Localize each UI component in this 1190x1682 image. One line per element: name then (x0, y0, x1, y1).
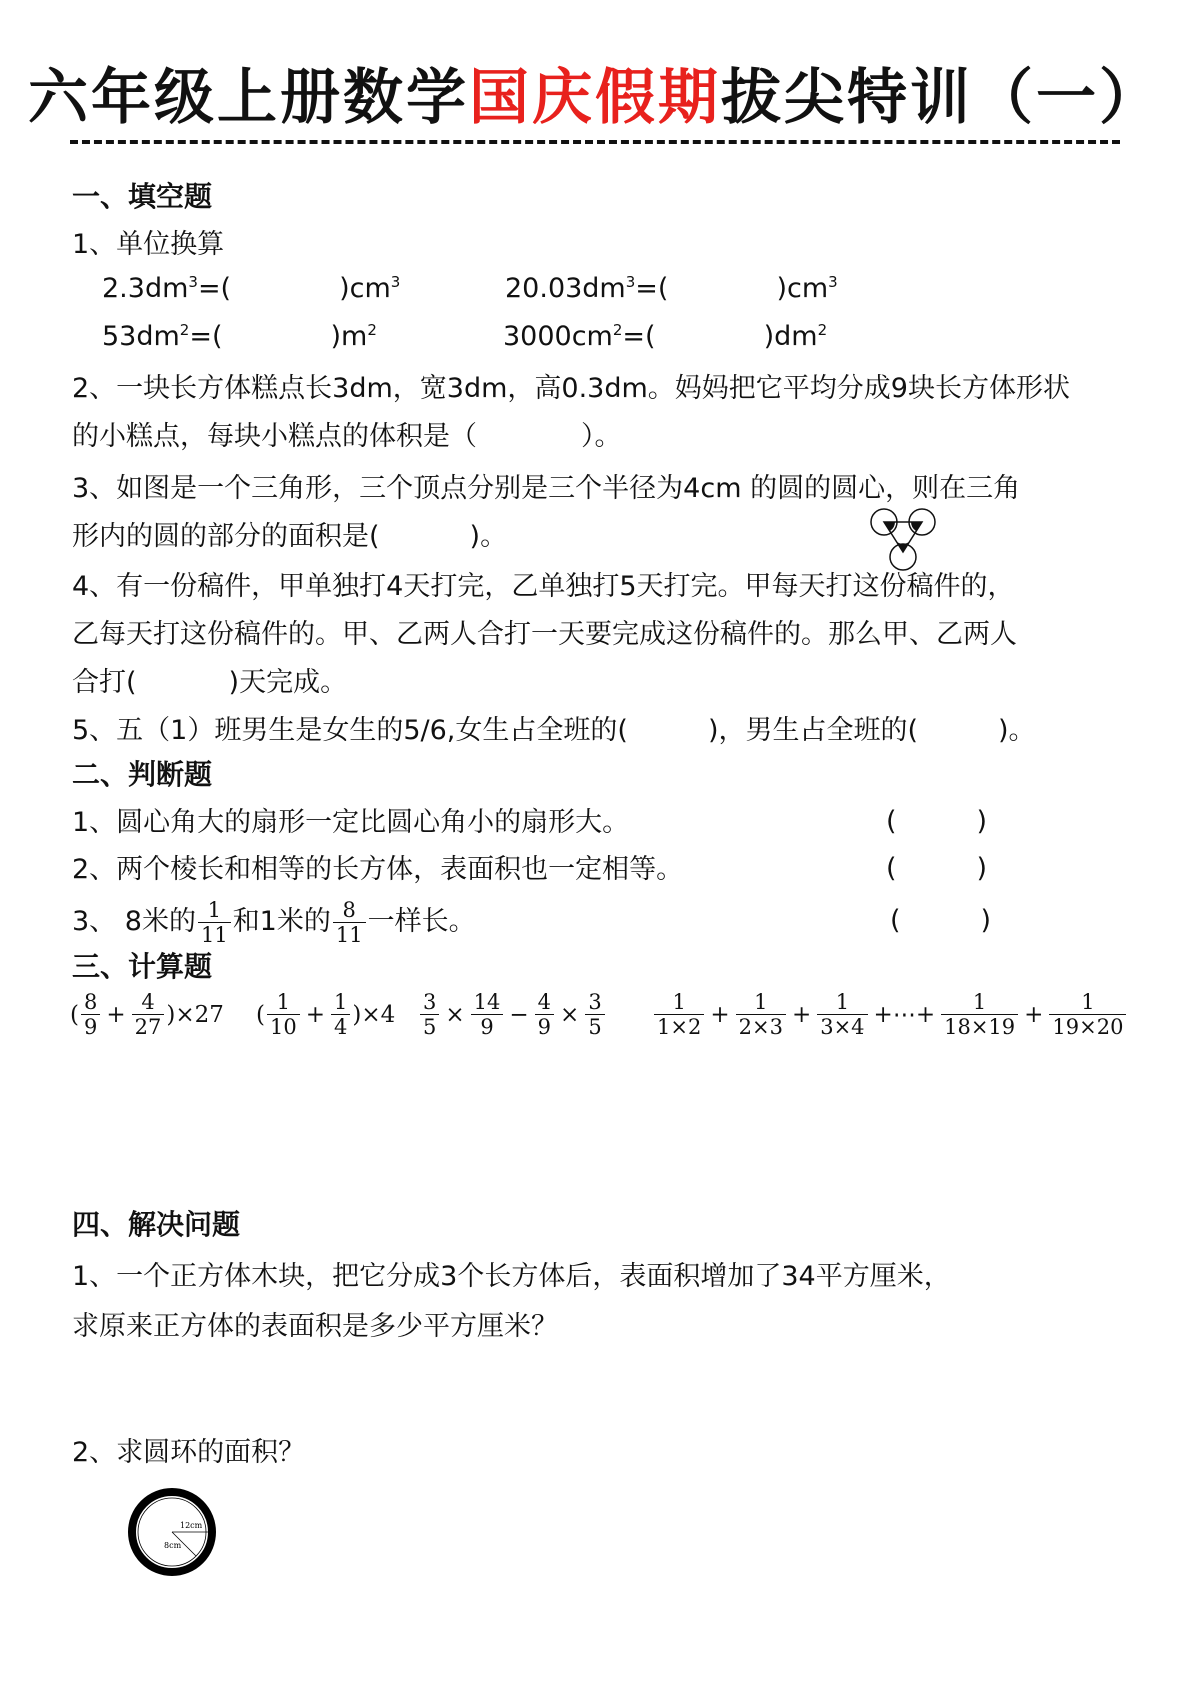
calc-expression-3: $\frac{3}{5}$ × $\frac{14}{9}$ − $\frac{4}{9}$ × $\frac{3}{5}$ (418, 990, 607, 1039)
section3-heading: 三、计算题 (72, 950, 213, 983)
s1-q2-line1: 2、一块长方体糕点长3dm，宽3dm，高0.3dm。妈妈把它平均分成9块长方体形状 (72, 373, 1070, 404)
three-circles-triangle-figure (866, 508, 942, 574)
section2-heading: 二、判断题 (72, 758, 213, 791)
calc-expression-1: ( $\frac{8}{9}$ + $\frac{4}{27}$ ) ×27 (70, 990, 224, 1039)
s1-q1-item-c: $53dm^2=$( )$m^2$ (102, 321, 377, 352)
title-part2: 拔尖特训（一） (721, 63, 1162, 133)
section1-heading: 一、填空题 (72, 180, 213, 213)
s4-q1-line1: 1、一个正方体木块，把它分成3个长方体后，表面积增加了34平方厘米， (72, 1261, 951, 1292)
s1-q1-item-b: $20.03dm^3=$( )$cm^3$ (505, 273, 838, 304)
s4-q1-line2: 求原来正方体的表面积是多少平方厘米？ (72, 1311, 558, 1342)
s1-q4-line3: 合打( )天完成。 (72, 667, 348, 698)
title-highlight: 国庆假期 (469, 63, 721, 133)
s2-q1-answer-paren: ( ) (886, 806, 988, 837)
s2-q3: 3、 8米的 $\frac{1}{11}$ 和1米的 $\frac{8}{11}$ 一样长。 (72, 898, 476, 947)
page-title (0, 50, 1190, 136)
dashed-divider (70, 140, 1120, 144)
s2-q2: 2、两个棱长和相等的长方体，表面积也一定相等。 (72, 854, 684, 885)
s1-q4-line2: 乙每天打这份稿件的。甲、乙两人合打一天要完成这份稿件的。那么甲、乙两人 (72, 619, 1017, 650)
s1-q1-item-a: $2.3dm^3=$( )$cm^3$ (102, 273, 401, 304)
ring-figure (124, 1484, 220, 1580)
s1-q2-line2: 的小糕点，每块小糕点的体积是（ ）。 (72, 421, 622, 452)
s2-q1: 1、圆心角大的扇形一定比圆心角小的扇形大。 (72, 807, 630, 838)
s1-q5: 5、五（1）班男生是女生的5/6,女生占全班的( )，男生占全班的( )。 (72, 715, 1036, 746)
fraction-1-11: $\frac{1}{11}$ (198, 898, 231, 947)
s4-q2: 2、求圆环的面积？ (72, 1437, 306, 1468)
ring-outer-radius-label: 12cm (180, 1521, 203, 1530)
fraction-8-11: $\frac{8}{11}$ (333, 898, 366, 947)
s1-q4-line1: 4、有一份稿件，甲单独打4天打完，乙单独打5天打完。甲每天打这份稿件的， (72, 571, 1015, 602)
s1-q1-item-d: $3000cm^2=$( )$dm^2$ (503, 321, 828, 352)
section4-heading: 四、解决问题 (72, 1208, 241, 1241)
s1-q3-line1: 3、如图是一个三角形，三个顶点分别是三个半径为4cm 的圆的圆心，则在三角 (72, 473, 1021, 504)
calc-expression-2: ( $\frac{1}{10}$ + $\frac{1}{4}$ ) ×4 (256, 990, 396, 1039)
s1-q1-label: 1、单位换算 (72, 229, 225, 260)
ring-inner-radius-label: 8cm (164, 1541, 182, 1550)
s2-q2-answer-paren: ( ) (886, 853, 988, 884)
s1-q3-line2: 形内的圆的部分的面积是( )。 (72, 521, 508, 552)
title-part1: 六年级上册数学 (28, 63, 469, 133)
calc-expression-4: $\frac{1}{1\times 2}$ + $\frac{1}{2\times 3}$ + $\frac{1}{3\times 4}$ +⋯+ $\frac{1}{18\times 19}$ + $\frac{1}{19\times 20}$ (652, 990, 1128, 1039)
s2-q3-answer-paren: ( ) (890, 905, 992, 936)
